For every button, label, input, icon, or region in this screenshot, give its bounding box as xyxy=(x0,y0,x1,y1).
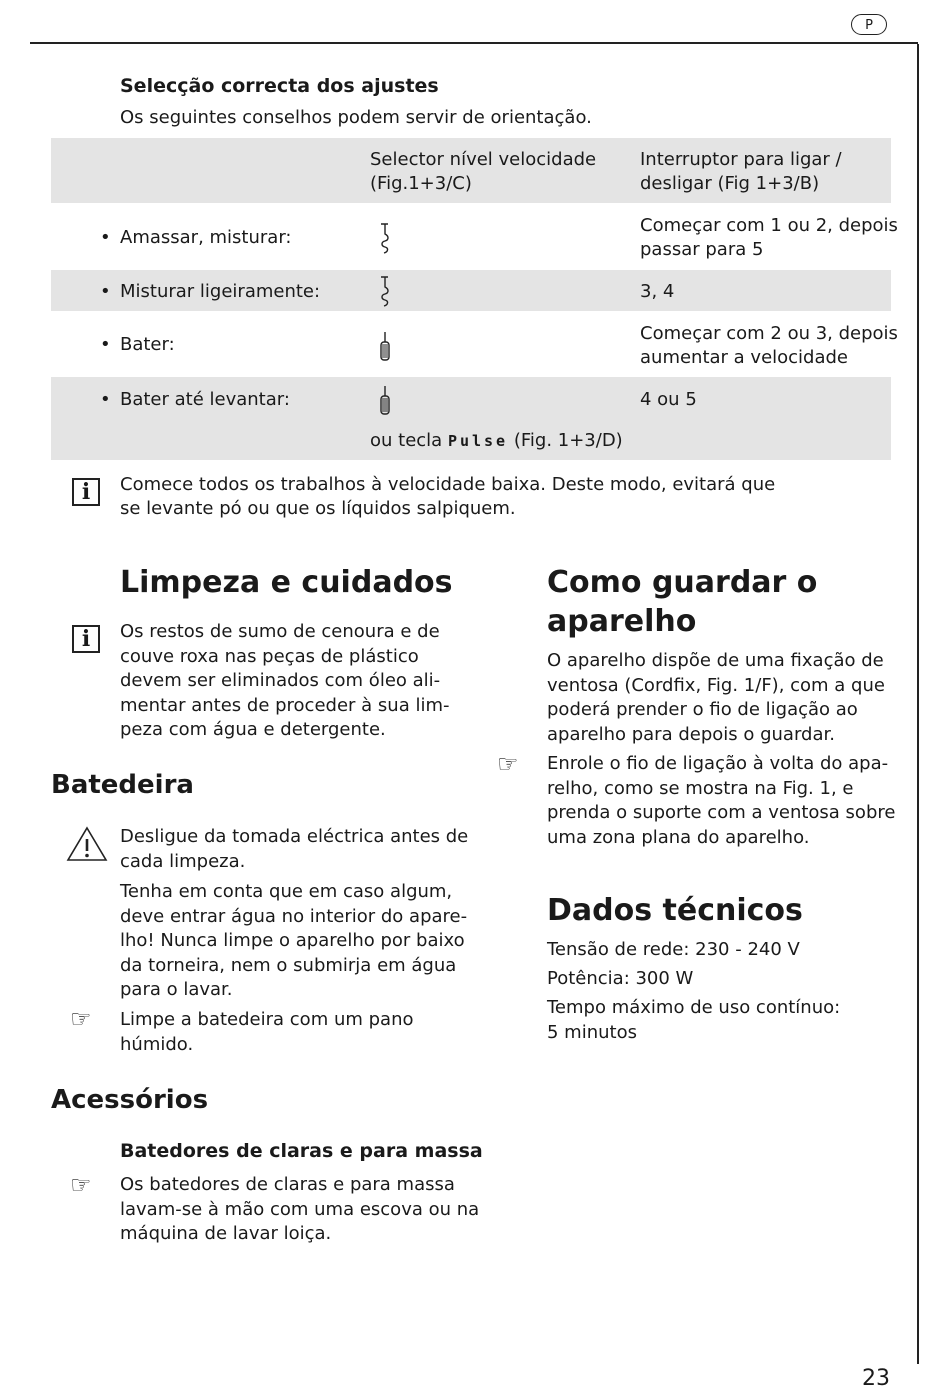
whisk-icon xyxy=(374,330,396,364)
tip-text: Comece todos os trabalhos à velocidade baixa. Deste modo, evitará que xyxy=(120,474,776,495)
pulse-suffix: (Fig. 1+3/D) xyxy=(513,430,623,451)
page-number: 23 xyxy=(862,1366,890,1391)
spec-max-time: Tempo máximo de uso contínuo: xyxy=(547,997,841,1018)
cleaning-note: Os restos de sumo de cenoura e de couve roxa nas peças de plástico devem ser eliminados com óleo ali- mentar antes de proceder à sua lim- peza com água e detergente. xyxy=(120,621,450,740)
col-speed-header-2: (Fig.1+3/C) xyxy=(370,173,472,194)
row-value: Começar com 2 ou 3, depois xyxy=(640,323,898,344)
warning-extra-text: Tenha em conta que em caso algum, deve entrar água no interior do apare- lho! Nunca limpe o aparelho por baixo da torneira, nem o submirja em água para o lavar. xyxy=(120,881,468,1000)
row-value-cont: aumentar a velocidade xyxy=(640,347,849,368)
spec-power: Potência: 300 W xyxy=(547,968,694,989)
pointing-hand-icon: ☞ xyxy=(70,1171,92,1199)
col-switch-header-2: desligar (Fig 1+3/B) xyxy=(640,173,820,194)
dough-hook-icon xyxy=(374,275,396,309)
pulse-line xyxy=(370,429,623,454)
accessories-title: Acessórios xyxy=(51,1085,209,1115)
info-icon: i xyxy=(72,478,100,506)
language-badge: P xyxy=(851,14,887,35)
accessories-step-text: Os batedores de claras e para massa lavam-se à mão com uma escova ou na máquina de lavar loiça. xyxy=(120,1174,480,1244)
col-speed-header-1: Selector nível velocidade xyxy=(370,149,597,170)
pulse-prefix: ou tecla xyxy=(370,430,443,451)
settings-title: Selecção correcta dos ajustes xyxy=(120,75,439,97)
specs-title: Dados técnicos xyxy=(547,893,803,928)
row-label: • Misturar ligeiramente: xyxy=(120,280,320,305)
row-label: • Bater: xyxy=(120,333,175,358)
storage-title: Como guardar o aparelho xyxy=(547,565,818,639)
pointing-hand-icon: ☞ xyxy=(70,1005,92,1033)
col-switch-header-1: Interruptor para ligar / xyxy=(640,149,842,170)
row-value: Começar com 1 ou 2, depois xyxy=(640,215,898,236)
storage-body: O aparelho dispõe de uma fixação de ventosa (Cordfix, Fig. 1/F), com a que poderá prender o fio de ligação ao aparelho para depois o guardar. xyxy=(547,650,885,745)
mixer-title: Batedeira xyxy=(51,770,194,800)
row-value: 4 ou 5 xyxy=(640,389,697,410)
warning-icon xyxy=(66,826,108,862)
row-label: • Bater até levantar: xyxy=(120,388,290,413)
row-value-cont: passar para 5 xyxy=(640,239,764,260)
pulse-key-label: Pulse xyxy=(447,432,509,450)
warning-text: Desligue da tomada eléctrica antes de cada limpeza. xyxy=(120,826,469,872)
dough-hook-icon xyxy=(374,222,396,256)
spec-max-time-value: 5 minutos xyxy=(547,1022,637,1043)
right-rule xyxy=(917,44,919,1364)
storage-step-text: Enrole o fio de ligação à volta do apa- relho, como se mostra na Fig. 1, e prenda o suporte com a ventosa sobre uma zona plana do aparelho. xyxy=(547,753,896,848)
tip-text-cont: se levante pó ou que os líquidos salpiquem. xyxy=(120,498,516,519)
spec-voltage: Tensão de rede: 230 - 240 V xyxy=(547,939,800,960)
accessories-subtitle: Batedores de claras e para massa xyxy=(120,1140,483,1162)
cleaning-title: Limpeza e cuidados xyxy=(120,565,453,600)
row-value: 3, 4 xyxy=(640,281,675,302)
settings-intro: Os seguintes conselhos podem servir de orientação. xyxy=(120,107,592,128)
row-label: • Amassar, misturar: xyxy=(120,226,291,251)
mixer-step-text: Limpe a batedeira com um pano húmido. xyxy=(120,1009,414,1055)
top-rule xyxy=(30,42,918,44)
pointing-hand-icon: ☞ xyxy=(497,750,519,778)
whisk-icon xyxy=(374,384,396,418)
info-icon: i xyxy=(72,625,100,653)
